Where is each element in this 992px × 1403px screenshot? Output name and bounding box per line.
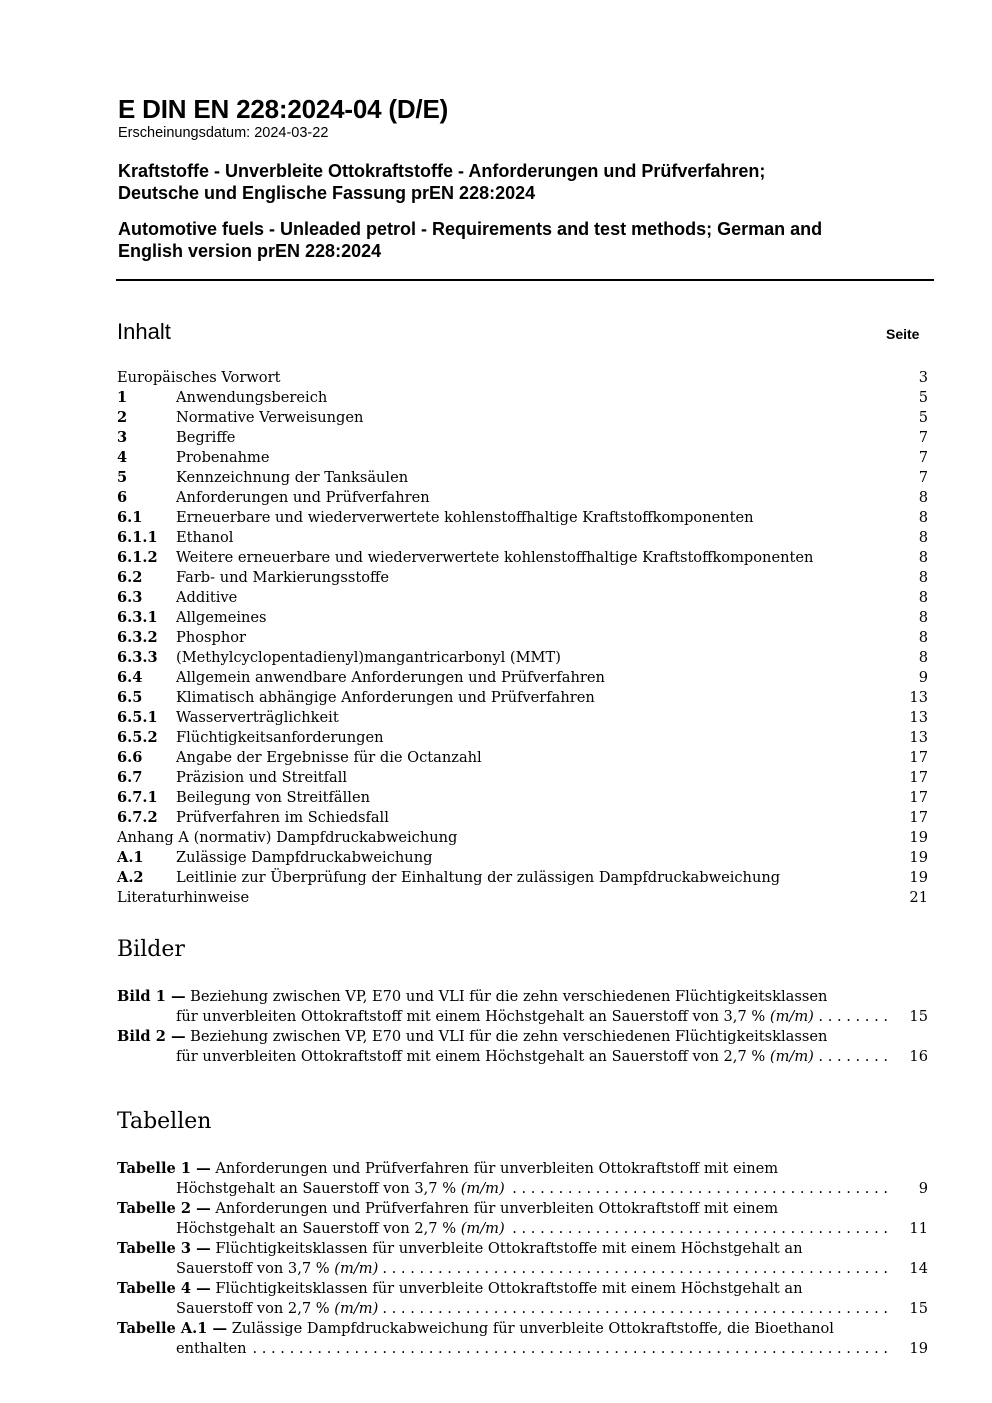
toc-entry[interactable] — [117, 508, 928, 528]
toc-entry-number: 6.7 — [117, 769, 143, 786]
toc-entry-number: 2 — [117, 409, 128, 426]
table-entry[interactable] — [117, 1199, 928, 1239]
toc-entry-page: 8 — [913, 628, 928, 648]
toc-entry[interactable] — [117, 808, 928, 828]
toc-entry-title: Phosphor — [176, 628, 250, 648]
table-entry-unit: (m/m) — [460, 1180, 505, 1197]
table-entry-caption-cont: Sauerstoff von 2,7 % — [176, 1300, 330, 1317]
toc-entry-title: Additive — [176, 588, 241, 608]
toc-entry-page: 19 — [903, 848, 928, 868]
toc-entry[interactable] — [117, 488, 928, 508]
figure-entry-caption: Beziehung zwischen VP, E70 und VLI für die zehn verschiedenen Flüchtigkeitsklassen — [185, 1028, 828, 1045]
title-german-line2: Deutsche und Englische Fassung prEN 228:2024 — [118, 183, 536, 203]
toc-entry-page: 8 — [913, 588, 928, 608]
toc-entry[interactable] — [117, 388, 928, 408]
toc-entry-page: 8 — [913, 548, 928, 568]
table-entry-label: Tabelle 2 — — [117, 1200, 211, 1217]
table-entry-line2 — [176, 1299, 382, 1319]
table-entry-caption: Anforderungen und Prüfverfahren für unverbleiten Ottokraftstoff mit einem — [210, 1200, 779, 1217]
toc-entry-title: Anwendungsbereich — [176, 388, 331, 408]
toc-entry-title: Begriffe — [176, 428, 239, 448]
figure-entry-unit: (m/m) — [769, 1008, 814, 1025]
toc-entry-number: 5 — [117, 469, 128, 486]
toc-entry[interactable] — [117, 728, 928, 748]
table-entry[interactable] — [117, 1319, 928, 1359]
table-entry-page: 14 — [903, 1259, 928, 1279]
table-entry-line1 — [117, 1159, 778, 1179]
title-german — [118, 160, 934, 204]
toc-entry-page: 5 — [913, 388, 928, 408]
document-id: E DIN EN 228:2024-04 (D/E) — [118, 94, 449, 124]
toc-entry-title: Ethanol — [176, 528, 237, 548]
figure-entry-line1 — [117, 987, 827, 1007]
toc-entry[interactable] — [117, 668, 928, 688]
table-entry-line1 — [117, 1319, 834, 1339]
table-entry-page: 19 — [903, 1339, 928, 1359]
toc-entry-number: 6.6 — [117, 749, 143, 766]
toc-entry[interactable] — [117, 868, 928, 888]
toc-entry-title: Farb- und Markierungsstoffe — [176, 568, 393, 588]
toc-entry-page: 17 — [903, 808, 928, 828]
toc-entry-title: Probenahme — [176, 448, 274, 468]
toc-entry[interactable] — [117, 888, 928, 908]
toc-entry[interactable] — [117, 528, 928, 548]
toc-entry-title: Zulässige Dampfdruckabweichung — [176, 848, 436, 868]
toc-entry[interactable] — [117, 648, 928, 668]
toc-entry-title: Allgemeines — [176, 608, 271, 628]
figure-entry-page: 15 — [903, 1007, 928, 1027]
toc-entry[interactable] — [117, 688, 928, 708]
figure-entry[interactable] — [117, 1027, 928, 1067]
toc-entry[interactable] — [117, 708, 928, 728]
toc-entry-title: Weitere erneuerbare und wiederverwertete kohlenstoffhaltige Kraftstoffkomponenten — [176, 548, 817, 568]
figure-entry[interactable] — [117, 987, 928, 1027]
toc-entry-page: 7 — [913, 448, 928, 468]
figure-entry-line2 — [176, 1047, 818, 1067]
title-english — [118, 218, 934, 262]
toc-entry-number: 6.3.2 — [117, 629, 158, 646]
toc-entry-number: 6.5.2 — [117, 729, 158, 746]
toc-entry[interactable] — [117, 848, 928, 868]
toc-entry-number: 6.7.1 — [117, 789, 158, 806]
toc-entry[interactable] — [117, 748, 928, 768]
title-english-line2: English version prEN 228:2024 — [118, 241, 382, 261]
toc-entry-page: 9 — [913, 668, 928, 688]
toc-entry-number: 6.1 — [117, 509, 143, 526]
toc-entry-title: Klimatisch abhängige Anforderungen und Prüfverfahren — [176, 688, 599, 708]
table-entry-unit: (m/m) — [334, 1260, 379, 1277]
table-entry-unit: (m/m) — [334, 1300, 379, 1317]
table-entry-caption-cont: Sauerstoff von 3,7 % — [176, 1260, 330, 1277]
toc-entry-page: 17 — [903, 748, 928, 768]
page-column-label: Seite — [886, 326, 920, 342]
figures-heading: Bilder — [117, 937, 185, 962]
toc-entry-page: 5 — [913, 408, 928, 428]
table-entry-line1 — [117, 1279, 803, 1299]
toc-entry-page: 13 — [903, 688, 928, 708]
toc-entry-title: Literaturhinweise — [117, 888, 253, 908]
toc-entry-title: Normative Verweisungen — [176, 408, 367, 428]
contents-heading: Inhalt — [117, 319, 171, 344]
toc-entry-number: 6.3.3 — [117, 649, 158, 666]
toc-entry-title: Leitlinie zur Überprüfung der Einhaltung der zulässigen Dampfdruckabweichung — [176, 868, 784, 888]
toc-entry-page: 13 — [903, 728, 928, 748]
figure-entry-line2 — [176, 1007, 818, 1027]
figure-entry-page: 16 — [903, 1047, 928, 1067]
toc-entry-number: 6.7.2 — [117, 809, 158, 826]
toc-entry-title: Wasserverträglichkeit — [176, 708, 343, 728]
toc-entry-number: 3 — [117, 429, 128, 446]
table-entry-caption: Flüchtigkeitsklassen für unverbleite Ottokraftstoffe mit einem Höchstgehalt an — [210, 1240, 803, 1257]
table-entry-label: Tabelle 3 — — [117, 1240, 211, 1257]
toc-entry-page: 8 — [913, 568, 928, 588]
title-english-line1: Automotive fuels - Unleaded petrol - Requirements and test methods; German and — [118, 219, 823, 239]
list-of-figures — [117, 987, 928, 1067]
toc-entry[interactable] — [117, 588, 928, 608]
toc-entry-number: 6.1.2 — [117, 549, 158, 566]
figure-entry-caption-cont: für unverbleiten Ottokraftstoff mit einem Höchstgehalt an Sauerstoff von 2,7 % — [176, 1048, 766, 1065]
table-entry-line1 — [117, 1199, 778, 1219]
toc-entry[interactable] — [117, 628, 928, 648]
table-entry[interactable] — [117, 1239, 928, 1279]
toc-entry-number: A.1 — [117, 849, 144, 866]
toc-entry[interactable] — [117, 768, 928, 788]
table-entry-caption-cont: Höchstgehalt an Sauerstoff von 2,7 % — [176, 1220, 457, 1237]
toc-entry[interactable] — [117, 608, 928, 628]
toc-entry-page: 19 — [903, 868, 928, 888]
table-entry[interactable] — [117, 1159, 928, 1199]
figure-entry-caption: Beziehung zwischen VP, E70 und VLI für die zehn verschiedenen Flüchtigkeitsklassen — [185, 988, 828, 1005]
toc-entry-number: 6.1.1 — [117, 529, 158, 546]
toc-entry-page: 7 — [913, 428, 928, 448]
toc-entry[interactable] — [117, 368, 928, 388]
toc-entry-number: 6 — [117, 489, 128, 506]
toc-entry-number: 6.3 — [117, 589, 143, 606]
toc-entry-number: A.2 — [117, 869, 144, 886]
table-entry[interactable] — [117, 1279, 928, 1319]
toc-entry-number: 6.5.1 — [117, 709, 158, 726]
toc-entry[interactable] — [117, 428, 928, 448]
table-of-contents — [117, 368, 928, 908]
table-entry-unit: (m/m) — [460, 1220, 505, 1237]
table-entry-line2 — [176, 1179, 509, 1199]
toc-entry-page: 8 — [913, 528, 928, 548]
toc-entry-page: 8 — [913, 648, 928, 668]
table-entry-page: 11 — [903, 1219, 928, 1239]
table-entry-page: 15 — [903, 1299, 928, 1319]
document-header — [118, 94, 934, 262]
toc-entry-number: 6.3.1 — [117, 609, 158, 626]
toc-entry[interactable] — [117, 828, 928, 848]
toc-entry-title: Erneuerbare und wiederverwertete kohlenstoffhaltige Kraftstoffkomponenten — [176, 508, 758, 528]
toc-entry-page: 8 — [913, 508, 928, 528]
publication-date: Erscheinungsdatum: 2024-03-22 — [118, 125, 329, 141]
toc-entry-page: 3 — [913, 368, 928, 388]
toc-entry-number: 6.5 — [117, 689, 143, 706]
toc-entry-title: Beilegung von Streitfällen — [176, 788, 374, 808]
figure-entry-caption-cont: für unverbleiten Ottokraftstoff mit einem Höchstgehalt an Sauerstoff von 3,7 % — [176, 1008, 766, 1025]
figure-entry-unit: (m/m) — [769, 1048, 814, 1065]
table-entry-caption-cont: Höchstgehalt an Sauerstoff von 3,7 % — [176, 1180, 457, 1197]
title-german-line1: Kraftstoffe - Unverbleite Ottokraftstoffe - Anforderungen und Prüfverfahren; — [118, 161, 766, 181]
table-entry-caption: Zulässige Dampfdruckabweichung für unverbleite Ottokraftstoffe, die Bioethanol — [227, 1320, 834, 1337]
toc-entry-title: Präzision und Streitfall — [176, 768, 351, 788]
toc-entry-title: Kennzeichnung der Tanksäulen — [176, 468, 412, 488]
toc-entry[interactable] — [117, 568, 928, 588]
toc-entry-number: 6.4 — [117, 669, 143, 686]
tables-heading: Tabellen — [117, 1109, 212, 1134]
toc-entry-number: 4 — [117, 449, 128, 466]
toc-entry-number: 1 — [117, 389, 128, 406]
table-entry-line2 — [176, 1219, 509, 1239]
table-entry-label: Tabelle A.1 — — [117, 1320, 228, 1337]
toc-entry-title: Europäisches Vorwort — [117, 368, 284, 388]
table-entry-caption-cont: enthalten — [176, 1340, 247, 1357]
header-divider — [116, 279, 934, 281]
toc-entry[interactable] — [117, 408, 928, 428]
toc-entry[interactable] — [117, 448, 928, 468]
toc-entry-title: Angabe der Ergebnisse für die Octanzahl — [176, 748, 486, 768]
toc-entry-page: 13 — [903, 708, 928, 728]
table-entry-caption: Flüchtigkeitsklassen für unverbleite Ottokraftstoffe mit einem Höchstgehalt an — [210, 1280, 803, 1297]
toc-entry-number: 6.2 — [117, 569, 143, 586]
toc-entry-page: 19 — [903, 828, 928, 848]
toc-entry-page: 17 — [903, 768, 928, 788]
table-entry-line2 — [176, 1259, 382, 1279]
toc-entry-page: 21 — [903, 888, 928, 908]
leader-dots — [176, 1339, 888, 1359]
toc-entry[interactable] — [117, 548, 928, 568]
toc-entry[interactable] — [117, 468, 928, 488]
toc-entry[interactable] — [117, 788, 928, 808]
toc-entry-page: 7 — [913, 468, 928, 488]
table-entry-caption: Anforderungen und Prüfverfahren für unverbleiten Ottokraftstoff mit einem — [210, 1160, 779, 1177]
table-entry-label: Tabelle 1 — — [117, 1160, 211, 1177]
toc-entry-title: Allgemein anwendbare Anforderungen und Prüfverfahren — [176, 668, 609, 688]
toc-entry-title: (Methylcyclopentadienyl)mangantricarbonyl (MMT) — [176, 648, 565, 668]
table-entry-line2 — [176, 1339, 251, 1359]
figure-entry-label: Bild 1 — — [117, 988, 186, 1005]
table-entry-page: 9 — [913, 1179, 928, 1199]
table-entry-label: Tabelle 4 — — [117, 1280, 211, 1297]
toc-entry-title: Anhang A (normativ) Dampfdruckabweichung — [117, 828, 461, 848]
toc-entry-title: Flüchtigkeitsanforderungen — [176, 728, 388, 748]
list-of-tables — [117, 1159, 928, 1359]
figure-entry-line1 — [117, 1027, 827, 1047]
toc-entry-title: Prüfverfahren im Schiedsfall — [176, 808, 393, 828]
figure-entry-label: Bild 2 — — [117, 1028, 186, 1045]
table-entry-line1 — [117, 1239, 803, 1259]
toc-entry-title: Anforderungen und Prüfverfahren — [176, 488, 434, 508]
toc-entry-page: 8 — [913, 488, 928, 508]
toc-entry-page: 8 — [913, 608, 928, 628]
toc-entry-page: 17 — [903, 788, 928, 808]
